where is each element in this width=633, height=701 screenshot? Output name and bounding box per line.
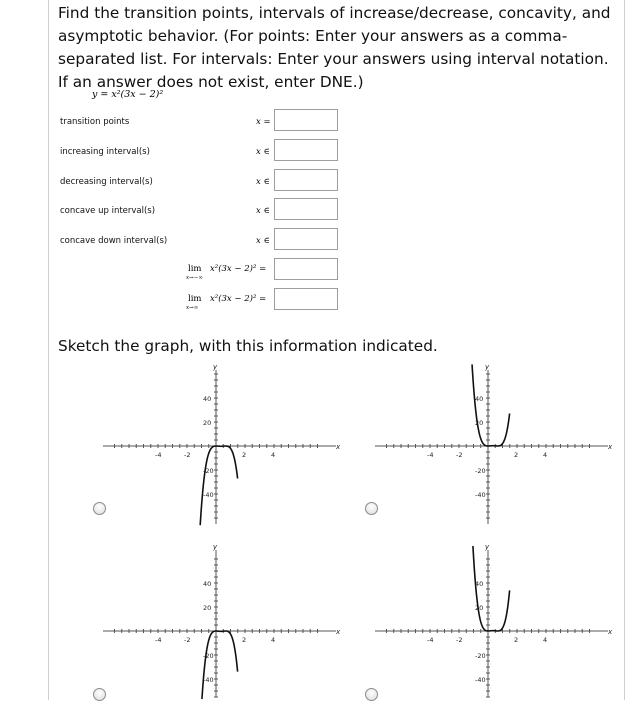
x-tick-label: 4 bbox=[543, 636, 548, 644]
y-tick-label: 40 bbox=[475, 395, 484, 403]
x-tick-label: 4 bbox=[271, 451, 276, 459]
radio-option-d[interactable] bbox=[365, 688, 378, 701]
y-tick-label: 20 bbox=[203, 604, 212, 612]
y-axis-label: y bbox=[485, 363, 490, 371]
limit-word: lim bbox=[188, 264, 202, 274]
x-axis-label: x bbox=[336, 443, 341, 451]
y-tick-label: -40 bbox=[475, 491, 486, 499]
x-axis-label: x bbox=[608, 628, 613, 636]
concave-down-intervals-input[interactable] bbox=[274, 228, 338, 250]
graph-option-c bbox=[98, 542, 348, 700]
limit-subscript: x→∞ bbox=[186, 305, 199, 311]
question-text: Find the transition points, intervals of increase/decrease, concavity, and asymptotic behavior. (For points: Enter your answers as a comma-separated list. For intervals: Enter your answers using interval notation. If an answer does not exist, enter DNE.) bbox=[58, 4, 611, 91]
label-transition-points: transition points bbox=[60, 117, 130, 127]
x-axis-label: x bbox=[608, 443, 613, 451]
y-tick-label: 20 bbox=[475, 604, 484, 612]
limit-neg-infinity-input[interactable] bbox=[274, 258, 338, 280]
y-axis-label: y bbox=[213, 363, 218, 371]
graph-option-b bbox=[370, 362, 620, 527]
y-tick-label: 40 bbox=[203, 580, 212, 588]
x-tick-label: -4 bbox=[427, 636, 434, 644]
x-tick-label: -2 bbox=[184, 636, 191, 644]
sketch-title: Sketch the graph, with this information indicated. bbox=[58, 337, 438, 355]
x-tick-label: -2 bbox=[456, 451, 463, 459]
x-tick-label: 2 bbox=[242, 451, 247, 459]
x-tick-label: -4 bbox=[155, 451, 162, 459]
y-axis-label: y bbox=[485, 543, 490, 551]
symbol-decreasing-intervals: x ∈ bbox=[256, 177, 270, 187]
x-tick-label: -4 bbox=[155, 636, 162, 644]
x-tick-label: -2 bbox=[184, 451, 191, 459]
symbol-increasing-intervals: x ∈ bbox=[256, 147, 270, 157]
label-concave-up-intervals: concave up interval(s) bbox=[60, 206, 156, 216]
graph-curve bbox=[473, 546, 510, 631]
limit-pos-infinity bbox=[186, 294, 267, 311]
y-tick-label: 20 bbox=[203, 419, 212, 427]
limit-pos-infinity-input[interactable] bbox=[274, 288, 338, 310]
x-tick-label: 2 bbox=[242, 636, 247, 644]
x-tick-label: 4 bbox=[543, 451, 548, 459]
transition-points-input[interactable] bbox=[274, 109, 338, 131]
radio-option-a[interactable] bbox=[93, 502, 106, 515]
x-tick-label: 4 bbox=[271, 636, 276, 644]
y-axis-label: y bbox=[213, 543, 218, 551]
y-tick-label: -40 bbox=[203, 676, 214, 684]
decreasing-intervals-input[interactable] bbox=[274, 169, 338, 191]
radio-option-c[interactable] bbox=[93, 688, 106, 701]
x-tick-label: -4 bbox=[427, 451, 434, 459]
x-tick-label: 2 bbox=[514, 636, 519, 644]
graph-curve bbox=[200, 446, 237, 525]
limit-subscript: x→−∞ bbox=[186, 275, 203, 281]
limit-expression: x²(3x − 2)² = bbox=[210, 294, 267, 304]
x-axis-label: x bbox=[336, 628, 341, 636]
radio-option-b[interactable] bbox=[365, 502, 378, 515]
label-increasing-intervals: increasing interval(s) bbox=[60, 147, 150, 157]
y-tick-label: -20 bbox=[475, 652, 486, 660]
symbol-concave-up-intervals: x ∈ bbox=[256, 206, 270, 216]
y-tick-label: -20 bbox=[475, 467, 486, 475]
graph-option-d bbox=[370, 542, 620, 700]
y-tick-label: -40 bbox=[475, 676, 486, 684]
equation: y = x²(3x − 2)² bbox=[92, 89, 164, 100]
graph-option-a bbox=[98, 362, 348, 527]
y-tick-label: -40 bbox=[203, 491, 214, 499]
label-decreasing-intervals: decreasing interval(s) bbox=[60, 177, 153, 187]
x-tick-label: 2 bbox=[514, 451, 519, 459]
y-tick-label: -20 bbox=[203, 467, 214, 475]
limit-word: lim bbox=[188, 294, 202, 304]
concave-up-intervals-input[interactable] bbox=[274, 198, 338, 220]
y-tick-label: 20 bbox=[475, 419, 484, 427]
y-tick-label: -20 bbox=[203, 652, 214, 660]
x-tick-label: -2 bbox=[456, 636, 463, 644]
y-tick-label: 40 bbox=[203, 395, 212, 403]
y-tick-label: 40 bbox=[475, 580, 484, 588]
graph-curve bbox=[202, 631, 238, 699]
label-concave-down-intervals: concave down interval(s) bbox=[60, 236, 168, 246]
symbol-concave-down-intervals: x ∈ bbox=[256, 236, 270, 246]
limit-neg-infinity bbox=[186, 264, 267, 281]
increasing-intervals-input[interactable] bbox=[274, 139, 338, 161]
limit-expression: x²(3x − 2)² = bbox=[210, 264, 267, 274]
graph-curve bbox=[472, 364, 510, 446]
symbol-transition-points: x = bbox=[256, 117, 271, 127]
